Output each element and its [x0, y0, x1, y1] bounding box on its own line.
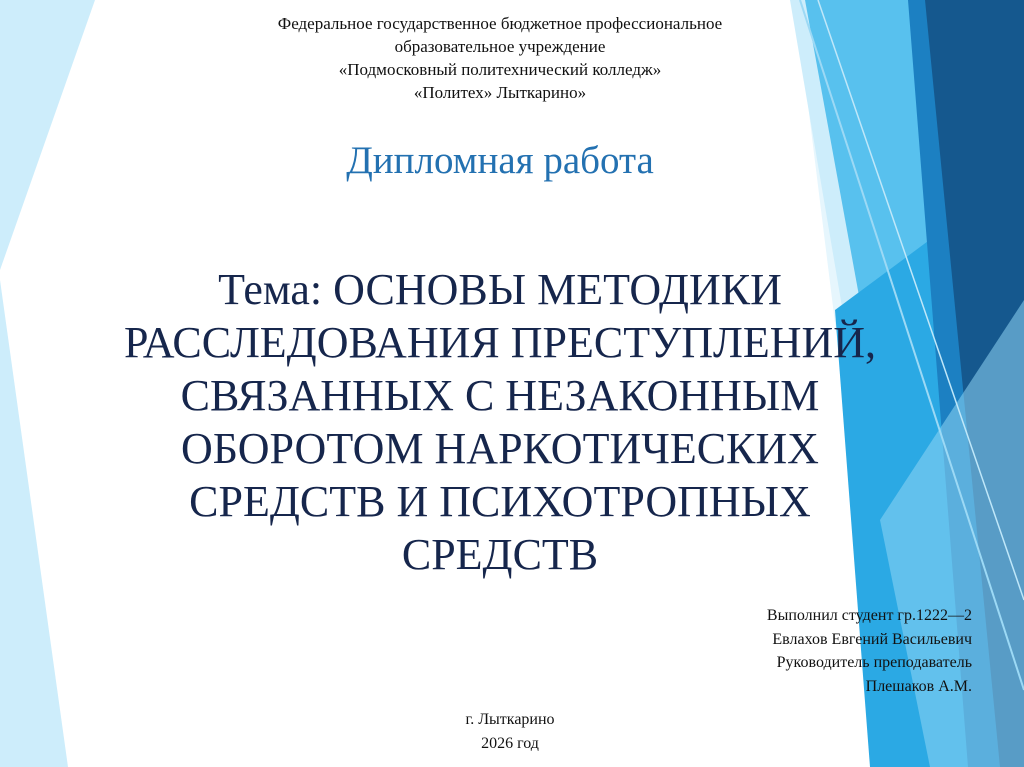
- supervisor-name-line: Плешаков А.М.: [865, 677, 972, 695]
- author-block: [560, 604, 972, 698]
- topic-line: СВЯЗАННЫХ С НЕЗАКОННЫМ: [180, 371, 820, 420]
- student-name-line: Евлахов Евгений Васильевич: [772, 630, 972, 648]
- institution-line: образовательное учреждение: [394, 37, 606, 56]
- footer-city: г. Лыткарино: [465, 711, 555, 728]
- institution-line: «Политех» Лыткарино»: [413, 83, 587, 102]
- topic-line: Тема: ОСНОВЫ МЕТОДИКИ: [218, 265, 782, 314]
- thesis-topic: [100, 263, 900, 581]
- footer-year: 2026 год: [481, 735, 539, 752]
- left-decor-light-strip: [0, 0, 95, 270]
- left-decor-pale-strip: [0, 280, 68, 767]
- topic-line: СРЕДСТВ: [401, 530, 599, 579]
- topic-line: РАССЛЕДОВАНИЯ ПРЕСТУПЛЕНИЙ,: [123, 318, 877, 367]
- student-group-line: Выполнил студент гр.1222—2: [766, 607, 972, 624]
- document-type-title: Дипломная работа: [346, 139, 654, 182]
- topic-line: ОБОРОТОМ НАРКОТИЧЕСКИХ: [181, 424, 819, 473]
- institution-line: «Подмосковный политехнический колледж»: [338, 60, 662, 79]
- topic-line: СРЕДСТВ И ПСИХОТРОПНЫХ: [189, 477, 811, 526]
- institution-line: Федеральное государственное бюджетное профессиональное: [277, 14, 723, 33]
- footer-place-year: [360, 708, 660, 756]
- institution-name: [180, 12, 820, 104]
- supervisor-role-line: Руководитель преподаватель: [776, 654, 972, 671]
